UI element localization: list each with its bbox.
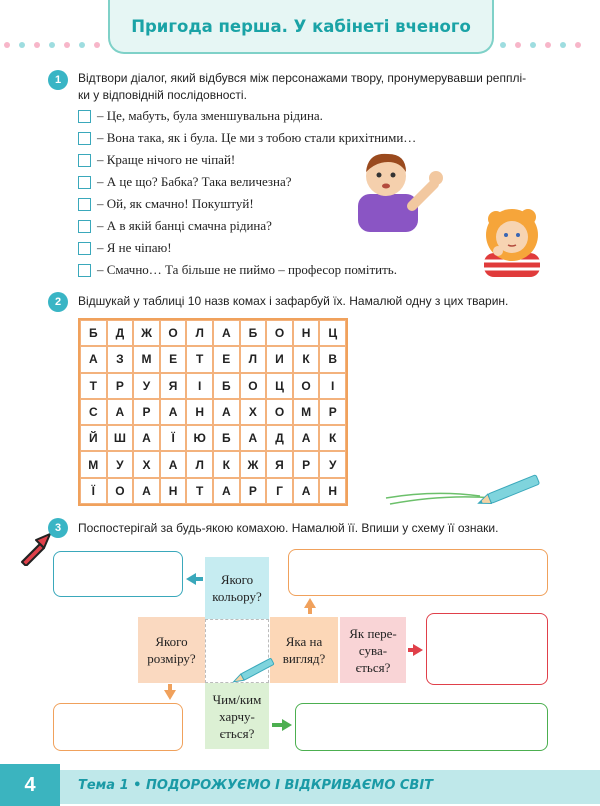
grid-cell[interactable]: Е xyxy=(160,346,187,372)
number-checkbox[interactable] xyxy=(78,242,91,255)
question-color: Якого кольору? xyxy=(205,557,269,619)
grid-cell[interactable]: Н xyxy=(293,320,320,346)
grid-cell[interactable]: Р xyxy=(319,399,346,425)
task-1-instruction-line-2: ки у відповідній послідовності. xyxy=(78,88,247,102)
grid-cell[interactable]: Х xyxy=(133,451,160,477)
grid-cell[interactable]: Р xyxy=(107,373,134,399)
grid-cell[interactable]: Ю xyxy=(186,425,213,451)
grid-cell[interactable]: К xyxy=(319,425,346,451)
grid-cell[interactable]: О xyxy=(266,399,293,425)
grid-cell[interactable]: С xyxy=(80,399,107,425)
grid-cell[interactable]: А xyxy=(160,451,187,477)
number-checkbox[interactable] xyxy=(78,154,91,167)
grid-cell[interactable]: Ш xyxy=(107,425,134,451)
dialog-text: – Краще нічого не чіпай! xyxy=(97,152,236,167)
answer-box-food[interactable] xyxy=(295,703,548,751)
answer-box-look[interactable] xyxy=(288,549,548,596)
grid-cell[interactable]: А xyxy=(213,320,240,346)
dialog-text: – Вона така, як і була. Це ми з тобою стали крихітними… xyxy=(97,130,417,145)
dialog-line xyxy=(78,240,172,256)
dialog-line xyxy=(78,196,254,212)
grid-cell[interactable]: Б xyxy=(240,320,267,346)
word-search-grid xyxy=(78,318,348,506)
grid-cell[interactable]: У xyxy=(133,373,160,399)
arrow-up-icon xyxy=(304,598,316,614)
grid-cell[interactable]: У xyxy=(107,451,134,477)
grid-cell[interactable]: О xyxy=(293,373,320,399)
grid-cell[interactable]: Ц xyxy=(266,373,293,399)
grid-cell[interactable]: В xyxy=(319,346,346,372)
task-3-number: 3 xyxy=(48,518,68,538)
grid-cell[interactable]: Ї xyxy=(80,478,107,504)
grid-cell[interactable]: Н xyxy=(160,478,187,504)
grid-cell[interactable]: М xyxy=(133,346,160,372)
grid-cell[interactable]: Ж xyxy=(240,451,267,477)
grid-cell[interactable]: А xyxy=(213,478,240,504)
answer-box-color[interactable] xyxy=(53,551,183,597)
grid-cell[interactable]: Б xyxy=(213,425,240,451)
grid-cell[interactable]: Н xyxy=(319,478,346,504)
dialog-line xyxy=(78,130,416,146)
grid-cell[interactable]: Т xyxy=(186,346,213,372)
girl-illustration xyxy=(476,205,546,277)
grid-cell[interactable]: М xyxy=(80,451,107,477)
grid-cell[interactable]: А xyxy=(133,478,160,504)
page-title-tab xyxy=(108,0,494,54)
task-1-number: 1 xyxy=(48,70,68,90)
dialog-text: – Я не чіпаю! xyxy=(97,240,172,255)
number-checkbox[interactable] xyxy=(78,220,91,233)
grid-cell[interactable]: І xyxy=(186,373,213,399)
grid-cell[interactable]: Д xyxy=(266,425,293,451)
answer-box-movement[interactable] xyxy=(426,613,548,685)
arrow-right-icon xyxy=(272,719,292,731)
dialog-text: – А це що? Бабка? Така величезна? xyxy=(97,174,292,189)
grid-cell[interactable]: К xyxy=(293,346,320,372)
grid-cell[interactable]: Л xyxy=(240,346,267,372)
grid-cell[interactable]: О xyxy=(160,320,187,346)
number-checkbox[interactable] xyxy=(78,198,91,211)
grid-cell[interactable]: А xyxy=(293,425,320,451)
grid-cell[interactable]: Т xyxy=(186,478,213,504)
grid-cell[interactable]: У xyxy=(319,451,346,477)
grid-cell[interactable]: А xyxy=(107,399,134,425)
pencil-icon xyxy=(225,658,279,684)
grid-cell[interactable]: А xyxy=(293,478,320,504)
question-movement: Як пере- сува- ється? xyxy=(340,617,406,683)
grid-cell[interactable]: О xyxy=(240,373,267,399)
grid-cell[interactable]: Ї xyxy=(160,425,187,451)
grid-cell[interactable]: Я xyxy=(266,451,293,477)
question-food: Чим/ким харчу- ється? xyxy=(205,683,269,749)
question-look: Яка на вигляд? xyxy=(270,617,338,683)
grid-cell[interactable]: О xyxy=(266,320,293,346)
grid-cell[interactable]: А xyxy=(133,425,160,451)
grid-cell[interactable]: Л xyxy=(186,451,213,477)
grid-cell[interactable]: О xyxy=(107,478,134,504)
arrow-down-icon xyxy=(164,684,176,700)
dialog-line xyxy=(78,218,272,234)
number-checkbox[interactable] xyxy=(78,110,91,123)
page-footer xyxy=(0,764,600,806)
grid-cell[interactable]: К xyxy=(213,451,240,477)
grid-cell[interactable]: А xyxy=(213,399,240,425)
grid-cell[interactable]: Б xyxy=(80,320,107,346)
dialog-line xyxy=(78,152,235,168)
number-checkbox[interactable] xyxy=(78,176,91,189)
grid-cell[interactable]: И xyxy=(266,346,293,372)
pencil-icon xyxy=(384,472,548,510)
grid-cell[interactable]: Т xyxy=(80,373,107,399)
arrow-right-icon xyxy=(408,644,423,656)
grid-cell[interactable]: І xyxy=(319,373,346,399)
page-title: Пригода перша. У кабінеті вченого xyxy=(131,16,471,36)
number-checkbox[interactable] xyxy=(78,264,91,277)
grid-cell[interactable]: Р xyxy=(133,399,160,425)
grid-cell[interactable]: Б xyxy=(213,373,240,399)
grid-cell[interactable]: Х xyxy=(240,399,267,425)
boy-illustration xyxy=(350,148,450,232)
grid-cell[interactable]: З xyxy=(107,346,134,372)
task-1-instruction-line-1: Відтвори діалог, який відбувся між персонажами твору, пронумерувавши репплі- xyxy=(78,71,527,85)
grid-cell[interactable]: Ц xyxy=(319,320,346,346)
footer-topic: Тема 1 • ПОДОРОЖУЄМО І ВІДКРИВАЄМО СВІТ xyxy=(78,777,434,793)
dialog-text: – А в якій банці смачна рідина? xyxy=(97,218,272,233)
grid-cell[interactable]: Р xyxy=(293,451,320,477)
grid-cell[interactable]: Н xyxy=(186,399,213,425)
dialog-line xyxy=(78,174,292,190)
number-checkbox[interactable] xyxy=(78,132,91,145)
task-3-instruction: Поспостерігай за будь-якою комахою. Намалюй її. Впиши у схему її ознаки. xyxy=(78,521,499,535)
grid-cell[interactable]: Д xyxy=(107,320,134,346)
dialog-text: – Це, мабуть, була зменшувальна рідина. xyxy=(97,108,323,123)
grid-cell[interactable]: Л xyxy=(186,320,213,346)
decorative-dots-right xyxy=(500,38,581,52)
grid-cell[interactable]: Г xyxy=(266,478,293,504)
grid-cell[interactable]: А xyxy=(160,399,187,425)
grid-cell[interactable]: Ж xyxy=(133,320,160,346)
arrow-left-icon xyxy=(186,573,203,585)
grid-cell[interactable]: М xyxy=(293,399,320,425)
grid-cell[interactable]: А xyxy=(80,346,107,372)
grid-cell[interactable]: Й xyxy=(80,425,107,451)
task-2-instruction: Відшукай у таблиці 10 назв комах і зафарбуй їх. Намалюй одну з цих тварин. xyxy=(78,294,509,308)
page-number: 4 xyxy=(0,764,60,806)
grid-cell[interactable]: Я xyxy=(160,373,187,399)
pointer-arrow-icon xyxy=(18,530,54,566)
decorative-dots-left xyxy=(4,38,100,52)
grid-cell[interactable]: А xyxy=(240,425,267,451)
dialog-text: – Смачно… Та більше не пиймо – професор помітить. xyxy=(97,262,397,277)
dialog-line xyxy=(78,262,397,278)
grid-cell[interactable]: Е xyxy=(213,346,240,372)
answer-box-size[interactable] xyxy=(53,703,183,751)
task-2-number: 2 xyxy=(48,292,68,312)
grid-cell[interactable]: Р xyxy=(240,478,267,504)
dialog-line xyxy=(78,108,323,124)
task-1-instruction xyxy=(78,70,558,104)
dialog-text: – Ой, як смачно! Покуштуй! xyxy=(97,196,254,211)
question-size: Якого розміру? xyxy=(138,617,205,683)
